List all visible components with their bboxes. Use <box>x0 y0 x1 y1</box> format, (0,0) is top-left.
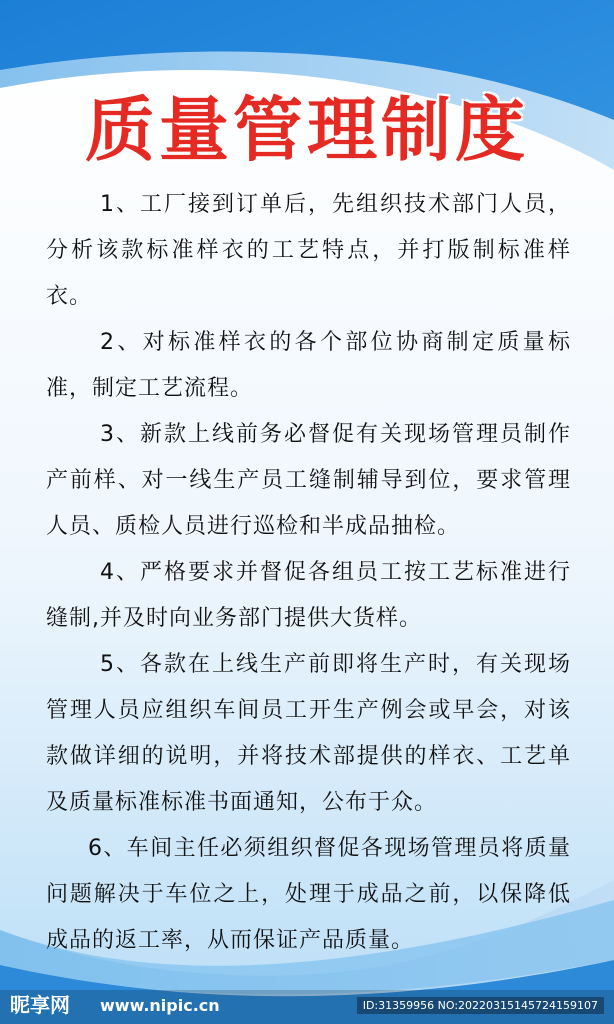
rule-paragraph-4: 4、严格要求并督促各组员工按工艺标准进行缝制,并及时向业务部门提供大货样。 <box>46 560 571 631</box>
rule-paragraph-6: 6、车间主任必须组织督促各现场管理员将质量问题解决于车位之上，处理于成品之前，以保降低成品的返工率，从而保证产品质量。 <box>46 836 571 953</box>
rule-paragraph-3: 3、新款上线前务必督促有关现场管理员制作产前样、对一线生产员工缝制辅导到位，要求管理人员、质检人员进行巡检和半成品抽检。 <box>46 422 571 539</box>
rule-paragraph-1: 1、工厂接到订单后，先组织技术部门人员，分析该款标准样衣的工艺特点，并打版制标准样衣。 <box>46 192 571 309</box>
watermark-url: www.nipic.cn <box>100 996 220 1015</box>
watermark-bar <box>0 990 614 1024</box>
rule-paragraph-5: 5、各款在上线生产前即将生产时，有关现场管理人员应组织车间员工开生产例会或早会，对该款做详细的说明，并将技术部提供的样衣、工艺单及质量标准标准书面通知，公布于众。 <box>46 652 571 815</box>
rule-paragraph-2: 2、对标准样衣的各个部位协商制定质量标准，制定工艺流程。 <box>46 330 571 401</box>
page-title: 质量管理制度 <box>85 89 529 171</box>
watermark-brand: 昵享网 <box>10 993 70 1017</box>
regulation-body <box>46 182 571 964</box>
watermark-id: ID:31359956 NO:20220315145724159107 <box>357 997 604 1014</box>
